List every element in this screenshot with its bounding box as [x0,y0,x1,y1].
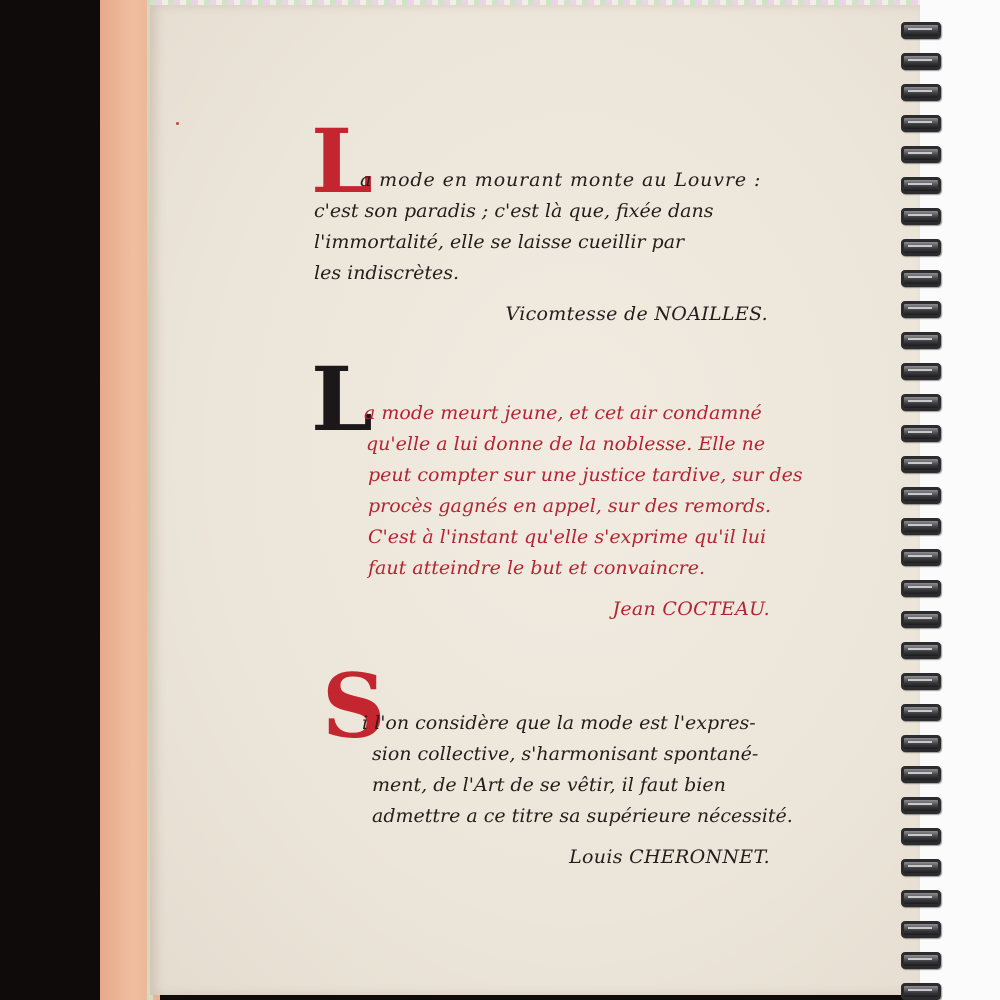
spiral-coil [901,983,941,1000]
spiral-coil [901,952,941,969]
spiral-coil [901,487,941,504]
quote-line: a mode meurt jeune, et cet air condamné [364,402,762,424]
spiral-coil [901,704,941,721]
quote-line: procès gagnés en appel, sur des remords. [368,495,771,517]
spiral-coil [901,53,941,70]
spiral-coil [901,208,941,225]
spiral-coil [901,301,941,318]
quote-line: les indiscrètes. [314,262,460,284]
spiral-coil [901,425,941,442]
spiral-coil [901,642,941,659]
quote-line: sion collective, s'harmonisant spontané- [372,743,759,765]
spiral-coil [901,859,941,876]
spiral-coil [901,828,941,845]
quote-author: Jean COCTEAU. [612,598,770,620]
spiral-coil [901,518,941,535]
spiral-coil [901,921,941,938]
ink-speck [176,122,179,125]
spiral-coil [901,115,941,132]
quote-line: i l'on considère que la mode est l'expres- [362,712,756,734]
spiral-coil [901,394,941,411]
spiral-coil [901,766,941,783]
spiral-coil [901,84,941,101]
spiral-coil [901,611,941,628]
drop-cap-initial: L [311,347,373,451]
spiral-coil [901,146,941,163]
quote-line: l'immortalité, elle se laisse cueillir par [314,231,685,253]
quote-line: faut atteindre le but et convaincre. [368,557,706,579]
spiral-coil [901,239,941,256]
quote-line: C'est à l'instant qu'elle s'exprime qu'il lui [368,526,767,548]
quote-line: ment, de l'Art de se vêtir, il faut bien [372,774,726,796]
spiral-binding [895,0,955,1000]
quote-line: peut compter sur une justice tardive, sur des [368,464,803,486]
drop-cap-initial: S [322,654,386,758]
quote-cheronnet [310,708,793,873]
quote-line: c'est son paradis ; c'est là que, fixée dans [314,200,714,222]
quote-line: admettre a ce titre sa supérieure nécessité. [372,805,793,827]
drop-cap-initial: L [311,109,373,213]
spiral-coil [901,580,941,597]
spiral-coil [901,363,941,380]
spiral-coil [901,673,941,690]
spiral-coil [901,456,941,473]
quote-author: Vicomtesse de NOAILLES. [505,303,768,325]
spiral-coil [901,22,941,39]
quote-cocteau [310,398,803,625]
spiral-coil [901,332,941,349]
quote-author: Louis CHERONNET. [569,846,770,868]
spiral-coil [901,890,941,907]
spiral-coil [901,797,941,814]
quote-line: a mode en mourant monte au Louvre : [360,169,762,191]
quote-noailles [310,165,780,330]
spiral-coil [901,177,941,194]
spiral-coil [901,270,941,287]
spiral-coil [901,549,941,566]
quote-line: qu'elle a lui donne de la noblesse. Elle ne [366,433,766,455]
spiral-coil [901,735,941,752]
